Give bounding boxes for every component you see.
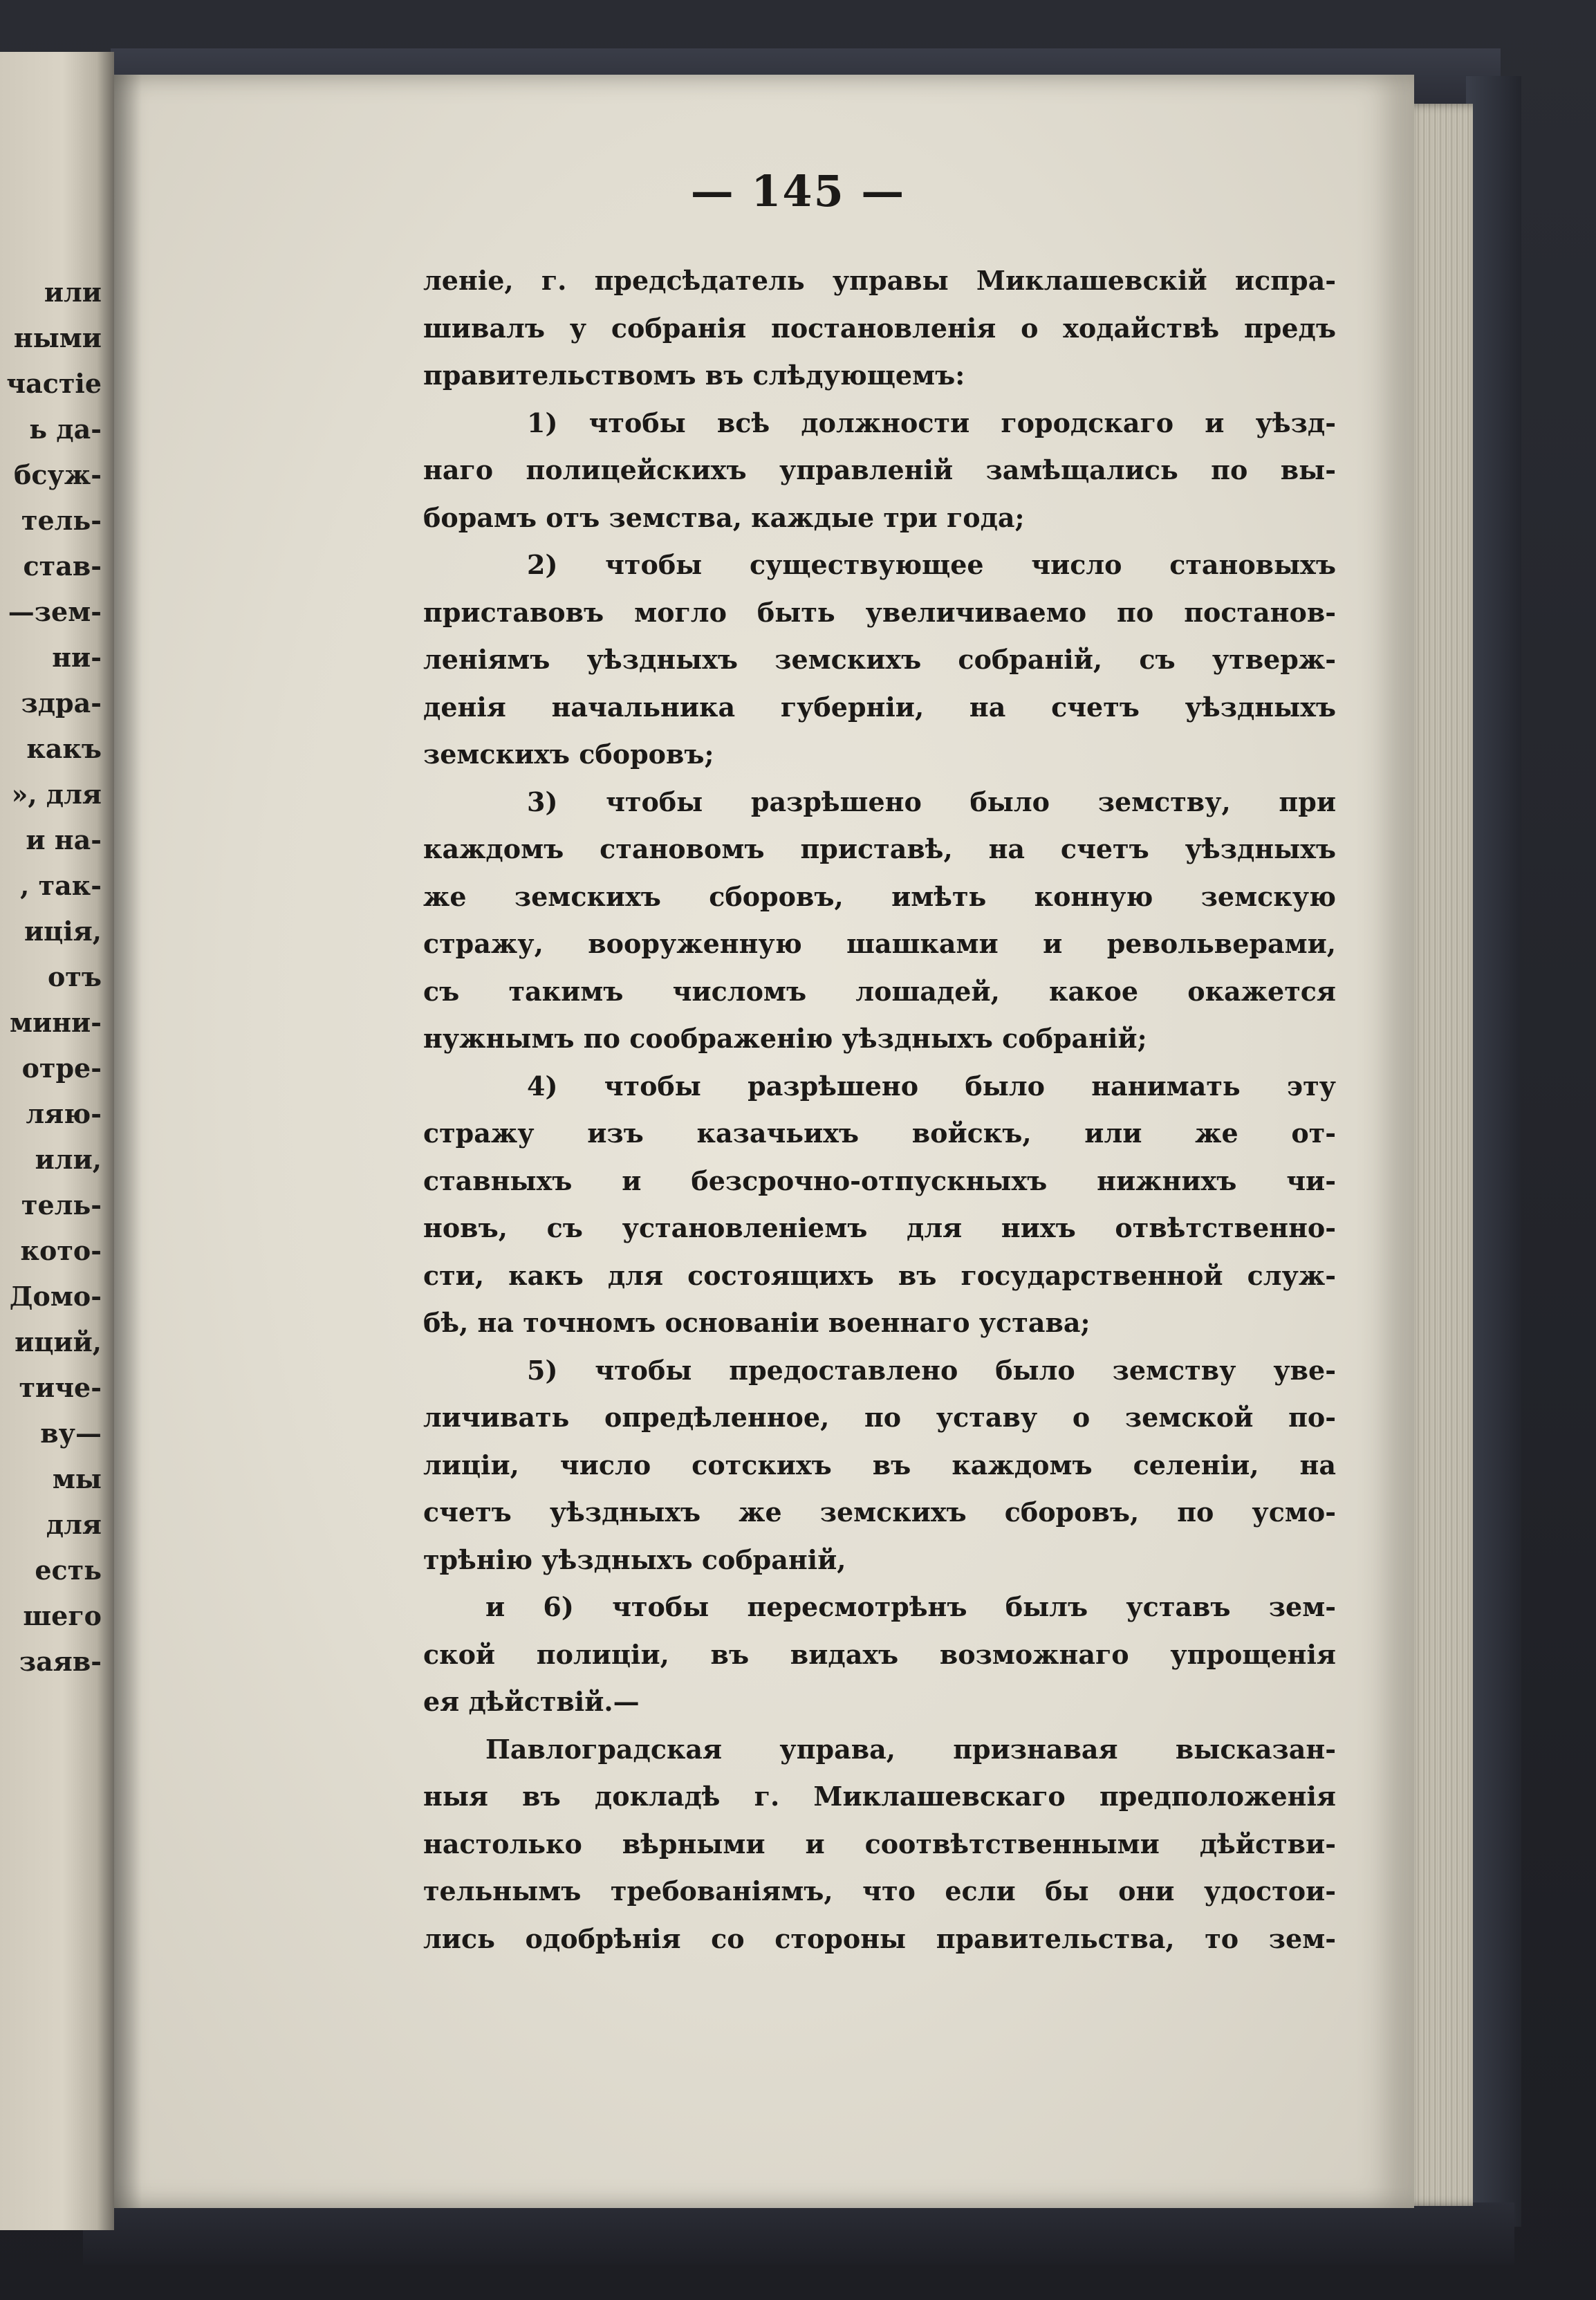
text-line: наго полицейскихъ управленій замѣщались по вы- <box>423 454 1336 485</box>
left-page-fragment: став- <box>23 550 102 582</box>
text-line: леніямъ уѣздныхъ земскихъ собраній, съ утверж- <box>423 644 1336 675</box>
left-page-fragment: ными <box>13 322 102 353</box>
left-page-fragment: и на- <box>26 824 102 855</box>
left-page-fragment: Домо- <box>9 1281 102 1312</box>
text-line: нужнымъ по соображенію уѣздныхъ собраній; <box>423 1023 1147 1054</box>
text-line: съ такимъ числомъ лошадей, какое окажется <box>423 975 1336 1007</box>
text-line: земскихъ сборовъ; <box>423 739 714 770</box>
text-line: ской полиціи, въ видахъ возможнаго упрощенія <box>423 1638 1336 1670</box>
gutter-shadow <box>114 75 142 2208</box>
text-line: 5) чтобы предоставлено было земству уве- <box>527 1354 1336 1386</box>
text-line: борамъ отъ земства, каждые три года; <box>423 501 1025 533</box>
text-line: денія начальника губерніи, на счетъ уѣздныхъ <box>423 691 1336 723</box>
text-line: и 6) чтобы пересмотрѣнъ былъ уставъ зем- <box>485 1591 1336 1622</box>
left-page-fragment: заяв- <box>19 1646 102 1677</box>
text-line: ея дѣйствій.— <box>423 1686 640 1717</box>
left-page-fragment: бсуж- <box>14 459 102 490</box>
left-page-fragment: мы <box>52 1463 102 1494</box>
text-line: ставныхъ и безсрочно-отпускныхъ нижнихъ чи- <box>423 1165 1336 1196</box>
text-line: же земскихъ сборовъ, имѣть конную земскую <box>423 880 1336 912</box>
text-line: настолько вѣрными и соотвѣтственными дѣйстви- <box>423 1828 1336 1860</box>
left-page-fragment: частіе <box>6 368 102 399</box>
text-line: 2) чтобы существующее число становыхъ <box>527 549 1336 580</box>
left-page-fragment: иций, <box>15 1326 102 1357</box>
text-line: сти, какъ для состоящихъ въ государственной служ- <box>423 1259 1336 1291</box>
text-line: новъ, съ установленіемъ для нихъ отвѣтственно- <box>423 1212 1336 1243</box>
text-line: личивать опредѣленное, по уставу о земской по- <box>423 1402 1336 1433</box>
left-page-fragment: какъ <box>26 733 102 764</box>
left-page-fragment: ляю- <box>26 1098 102 1129</box>
text-line: трѣнію уѣздныхъ собраній, <box>423 1543 846 1575</box>
left-page-fragment: », для <box>11 779 102 810</box>
text-line: Павлоградская управа, признавая высказан- <box>485 1733 1336 1765</box>
text-line: тельнымъ требованіямъ, что если бы они удостои- <box>423 1875 1336 1907</box>
text-line: счетъ уѣздныхъ же земскихъ сборовъ, по усмо- <box>423 1496 1336 1528</box>
left-page-fragment: —зем- <box>8 596 102 627</box>
book-cover-bottom-edge <box>83 2202 1514 2265</box>
text-line: каждомъ становомъ приставѣ, на счетъ уѣздныхъ <box>423 833 1336 864</box>
text-line: бѣ, на точномъ основаніи военнаго устава; <box>423 1307 1091 1338</box>
left-page-fragment: мини- <box>10 1007 102 1038</box>
left-page-fragment: шего <box>23 1600 102 1631</box>
page-stack-edges <box>1404 104 1473 2206</box>
left-page-fragment: для <box>46 1509 102 1540</box>
left-page-fragment: отре- <box>21 1052 102 1084</box>
left-page-fragment: ни- <box>52 642 102 673</box>
text-line: 4) чтобы разрѣшено было нанимать эту <box>527 1070 1336 1102</box>
text-line: приставовъ могло быть увеличиваемо по постанов- <box>423 596 1336 628</box>
text-line: 3) чтобы разрѣшено было земству, при <box>527 786 1336 817</box>
left-page-fragment: тель- <box>21 1189 102 1221</box>
left-page-fragment: или, <box>35 1144 102 1175</box>
left-page-fragment: отъ <box>47 961 102 992</box>
body-text <box>423 257 1336 1963</box>
text-line: стражу изъ казачьихъ войскъ, или же от- <box>423 1117 1336 1149</box>
left-page-fragment: тиче- <box>19 1372 102 1403</box>
book-cover-right-edge <box>1466 76 1521 2227</box>
text-line: 1) чтобы всѣ должности городскаго и уѣзд- <box>527 407 1336 438</box>
left-facing-page <box>0 52 114 2230</box>
text-line: стражу, вооруженную шашками и револьверами, <box>423 928 1336 959</box>
left-page-fragment: , так- <box>20 870 102 901</box>
text-line: лиціи, число сотскихъ въ каждомъ селеніи, на <box>423 1449 1336 1481</box>
page-number: — 145 — <box>690 166 906 216</box>
left-page-fragment: здра- <box>21 687 102 718</box>
left-page-fragment: кото- <box>20 1235 102 1266</box>
left-page-fragment: есть <box>35 1555 102 1586</box>
text-line: правительствомъ въ слѣдующемъ: <box>423 360 965 391</box>
text-line: лись одобрѣнія со стороны правительства, то зем- <box>423 1922 1336 1954</box>
text-line: ныя въ докладѣ г. Миклашевскаго предположенія <box>423 1781 1336 1812</box>
left-page-fragment: ь да- <box>29 414 102 445</box>
left-page-fragment: тель- <box>21 505 102 536</box>
left-page-fragment: или <box>44 277 102 308</box>
left-page-fragment: иція, <box>24 916 102 947</box>
left-page-fragment: ву— <box>40 1418 102 1449</box>
text-line: шивалъ у собранія постановленія о ходайствѣ предъ <box>423 312 1336 344</box>
text-line: леніе, г. предсѣдатель управы Миклашевскій испра- <box>423 265 1336 296</box>
